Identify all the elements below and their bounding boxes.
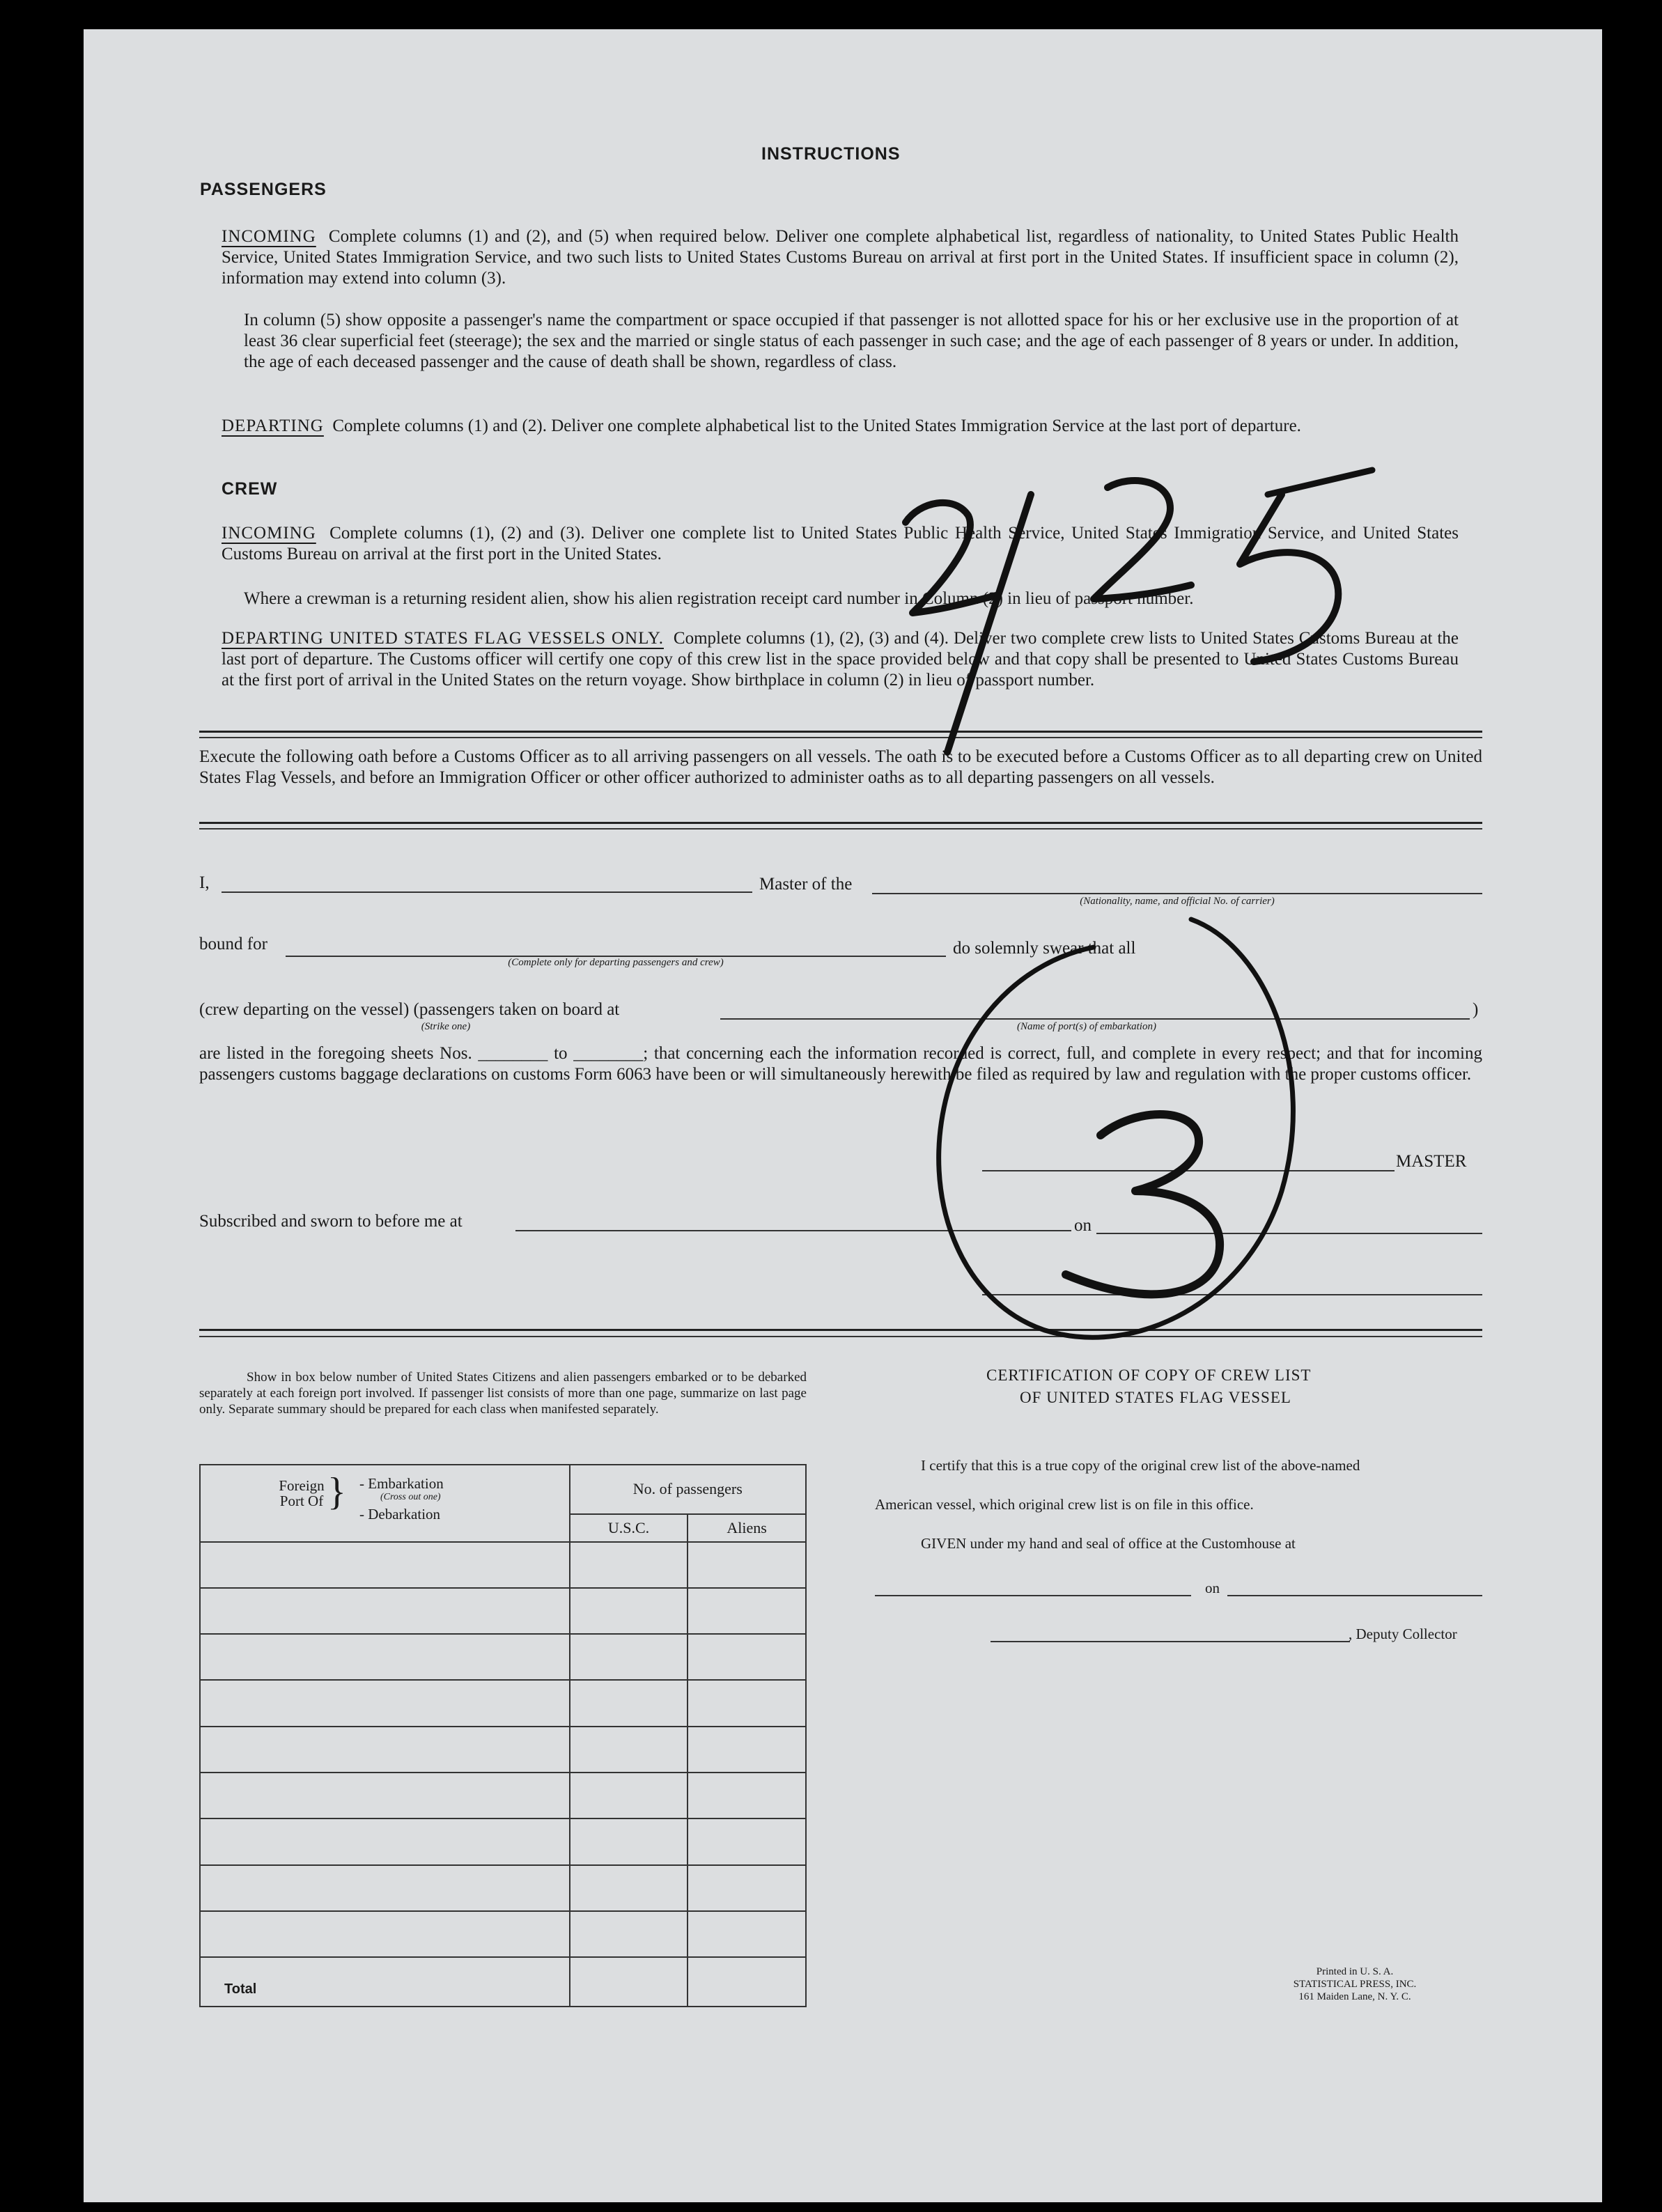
aliens-cell[interactable] <box>688 1773 806 1818</box>
brace-icon: } <box>327 1470 346 1513</box>
strike-caption: (Strike one) <box>421 1021 471 1032</box>
crew-incoming-label: INCOMING <box>222 524 316 543</box>
passengers-departing-label: DEPARTING <box>222 416 324 435</box>
passengers-departing-text: Complete columns (1) and (2). Deliver one complete alphabetical list to the United States Immigration Service at the last port of departure. <box>332 416 1301 435</box>
bound-caption: (Complete only for departing passengers and crew) <box>508 957 724 968</box>
usc-cell[interactable] <box>570 1634 688 1680</box>
carrier-caption: (Nationality, name, and official No. of carrier) <box>1080 896 1275 907</box>
usc-cell[interactable] <box>570 1680 688 1726</box>
printer-line-1: Printed in U. S. A. <box>1316 1966 1394 1977</box>
port-cell[interactable] <box>200 1865 570 1911</box>
usc-total-cell[interactable] <box>570 1957 688 2007</box>
subscribed-on-label: on <box>1074 1216 1092 1235</box>
given-text: GIVEN under my hand and seal of office at the Customhouse at <box>921 1535 1296 1552</box>
swear-label: do solemnly swear that all <box>953 939 1136 958</box>
table-row <box>200 1588 806 1634</box>
passengers-departing-paragraph <box>222 416 1459 437</box>
aliens-cell[interactable] <box>688 1588 806 1634</box>
crew-heading: CREW <box>222 479 278 499</box>
port-cell[interactable] <box>200 1680 570 1726</box>
oath-listed-paragraph: are listed in the foregoing sheets Nos. ________ to ________; that concerning each the information recorded is correct, full, and complete in every respect; and that for incoming passengers customs baggage declarations on customs Form 6063 have been or will simultaneously herewith be filed as required by law and regulation with the proper customs officer. <box>199 1044 1482 1084</box>
table-row <box>200 1865 806 1911</box>
total-label: Total <box>200 1957 570 2007</box>
usc-cell[interactable] <box>570 1542 688 1588</box>
aliens-cell[interactable] <box>688 1727 806 1773</box>
master-of-label: Master of the <box>759 875 853 894</box>
passengers-column5-paragraph: In column (5) show opposite a passenger's name the compartment or space occupied if that passenger is not allotted space for his or her exclusive use in the proportion of at least 36 clear superficial feet (steerage); the sex and the married or single status of each passenger in such case; and the age of each passenger of 8 years or under. In addition, the age of each deceased passenger and the cause of death shall be shown, regardless of class. <box>244 311 1459 371</box>
printer-line-3: 161 Maiden Lane, N. Y. C. <box>1298 1991 1411 2002</box>
customhouse-field[interactable] <box>875 1595 1191 1596</box>
certify-text: I certify that this is a true copy of the original crew list of the above-named <box>921 1457 1360 1474</box>
usc-cell[interactable] <box>570 1727 688 1773</box>
printer-imprint <box>1254 1965 1456 2003</box>
aliens-cell[interactable] <box>688 1911 806 1957</box>
bound-for-label: bound for <box>199 935 267 953</box>
port-cell[interactable] <box>200 1911 570 1957</box>
table-row <box>200 1727 806 1773</box>
deputy-signature-field[interactable] <box>991 1641 1350 1642</box>
usc-cell[interactable] <box>570 1818 688 1864</box>
certification-heading-2: OF UNITED STATES FLAG VESSEL <box>1020 1389 1291 1406</box>
usc-cell[interactable] <box>570 1588 688 1634</box>
debarkation-label: - Debarkation <box>359 1506 441 1522</box>
usc-cell[interactable] <box>570 1865 688 1911</box>
usc-cell[interactable] <box>570 1911 688 1957</box>
master-name-field[interactable] <box>222 891 752 893</box>
aliens-cell[interactable] <box>688 1865 806 1911</box>
passengers-incoming-label: INCOMING <box>222 227 316 246</box>
oath-i-label: I, <box>199 873 210 892</box>
passengers-incoming-paragraph <box>222 226 1459 289</box>
port-cell[interactable] <box>200 1773 570 1818</box>
aliens-total-cell[interactable] <box>688 1957 806 2007</box>
port-cell[interactable] <box>200 1634 570 1680</box>
crew-departing-text: Complete columns (1), (2), (3) and (4). Deliver two complete crew lists to United States Customs Bureau at the last port of departure. The Customs officer will certify one copy of this crew list in the space provided below and that copy shall be presented to United States Customs Bureau at the first port of arrival in the United States on the return voyage. Show birthplace in column (2) in lieu of passport number. <box>222 629 1459 690</box>
divider-2 <box>199 822 1482 824</box>
cert-on-label: on <box>1205 1580 1220 1596</box>
table-row <box>200 1818 806 1864</box>
usc-cell[interactable] <box>570 1773 688 1818</box>
crew-resident-paragraph: Where a crewman is a returning resident alien, show his alien registration receipt card number in Column (2) in lieu of passport number. <box>244 589 1194 608</box>
page-title: INSTRUCTIONS <box>761 144 901 164</box>
port-cell[interactable] <box>200 1818 570 1864</box>
circled-number-mark <box>906 898 1379 1386</box>
aliens-cell[interactable] <box>688 1542 806 1588</box>
crew-departing-label: DEPARTING UNITED STATES FLAG VESSELS ONLY. <box>222 629 664 648</box>
total-row <box>200 1957 806 2007</box>
master-label: MASTER <box>1396 1152 1467 1171</box>
certification-heading-1: CERTIFICATION OF COPY OF CREW LIST <box>986 1366 1312 1384</box>
deputy-collector-label: , Deputy Collector <box>1349 1626 1457 1642</box>
summary-note: Show in box below number of United States Citizens and alien passengers embarked or to be debarked separately at each foreign port involved. If passenger list consists of more than one page, summarize on last page only. Separate summary should be prepared for each class when manifested separately. <box>199 1370 807 1417</box>
divider-2b <box>199 828 1482 830</box>
close-paren: ) <box>1473 1000 1479 1019</box>
port-header-cell <box>200 1465 570 1542</box>
table-row <box>200 1911 806 1957</box>
table-row <box>200 1542 806 1588</box>
oath-intro: Execute the following oath before a Customs Officer as to all arriving passengers on all vessels. The oath is to be executed before a Customs Officer as to all departing crew on United States Flag Vessels, and before an Immigration Officer or other officer authorized to administer oaths as to all departing passengers on all vessels. <box>199 747 1482 787</box>
passengers-heading: PASSENGERS <box>200 180 327 199</box>
carrier-field[interactable] <box>872 893 1482 894</box>
cross-out-caption: (Cross out one) <box>380 1492 441 1502</box>
port-cell[interactable] <box>200 1727 570 1773</box>
printer-line-2: STATISTICAL PRESS, INC. <box>1293 1979 1417 1990</box>
embarkation-label: - Embarkation <box>359 1475 444 1492</box>
table-row <box>200 1773 806 1818</box>
no-of-passengers-header: No. of passengers <box>570 1465 806 1514</box>
handwritten-date-mark <box>822 446 1484 766</box>
table-row <box>200 1634 806 1680</box>
aliens-header: Aliens <box>688 1514 806 1542</box>
american-vessel-text: American vessel, which original crew list is on file in this office. <box>875 1496 1254 1513</box>
aliens-cell[interactable] <box>688 1818 806 1864</box>
foreign-port-of-label: Foreign Port Of <box>279 1477 325 1509</box>
port-cell[interactable] <box>200 1588 570 1634</box>
crew-departing-label: (crew departing on the vessel) (passengers taken on board at <box>199 1000 620 1019</box>
port-cell[interactable] <box>200 1542 570 1588</box>
passenger-summary-table <box>199 1464 807 2007</box>
usc-header: U.S.C. <box>570 1514 688 1542</box>
table-header-row <box>200 1465 806 1514</box>
table-row <box>200 1680 806 1726</box>
subscribed-label: Subscribed and sworn to before me at <box>199 1212 463 1231</box>
aliens-cell[interactable] <box>688 1680 806 1726</box>
cert-date-field[interactable] <box>1227 1595 1482 1596</box>
aliens-cell[interactable] <box>688 1634 806 1680</box>
port-caption: (Name of port(s) of embarkation) <box>1017 1021 1156 1032</box>
passengers-incoming-text: Complete columns (1) and (2), and (5) when required below. Deliver one complete alphabetical list, regardless of nationality, to United States Public Health Service, United States Immigration Service, and two such lists to United States Customs Bureau on arrival at first port in the United States. If insufficient space in column (2), information may extend into column (3). <box>222 227 1459 288</box>
crew-incoming-text: Complete columns (1), (2) and (3). Deliver one complete list to United States Public Health Service, United States Immigration Service, and United States Customs Bureau on arrival at the first port in the United States. <box>222 524 1459 563</box>
